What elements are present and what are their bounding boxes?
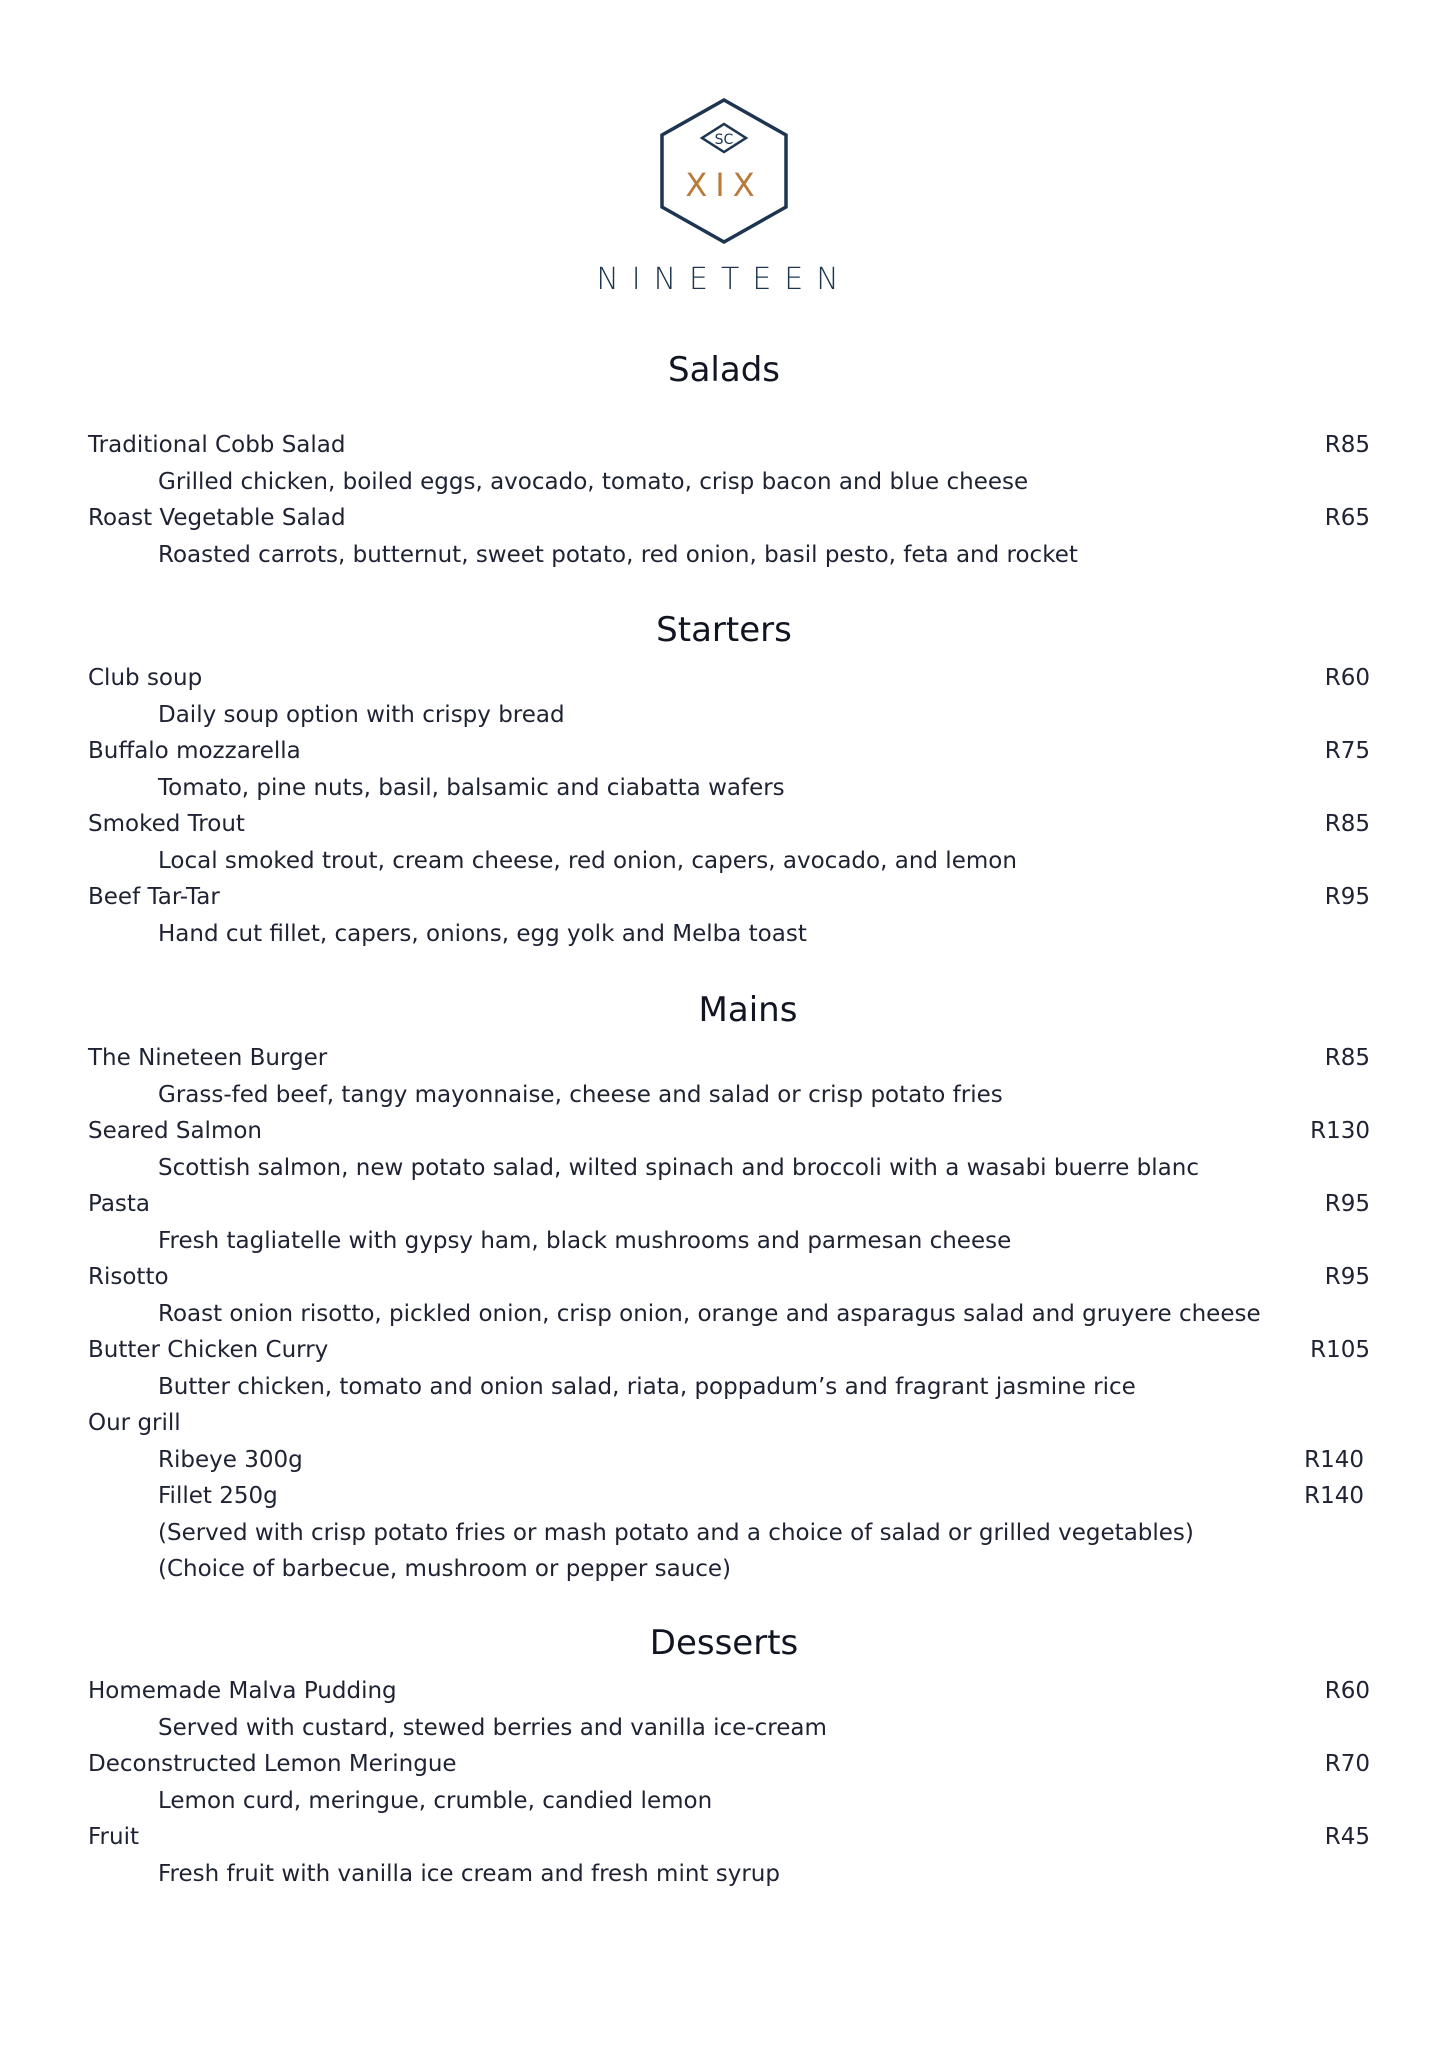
- menu-item: [88, 1040, 1370, 1076]
- menu-item: [88, 1819, 1370, 1855]
- item-description: Served with custard, stewed berries and vanilla ice-cream: [158, 1715, 827, 1741]
- menu-item: [88, 1673, 1370, 1709]
- item-price: R65: [1324, 505, 1370, 531]
- menu-item: [88, 1259, 1370, 1295]
- item-price: R85: [1324, 811, 1370, 837]
- item-price: R85: [1324, 432, 1370, 458]
- menu-item: [88, 1113, 1370, 1149]
- grill-option-name: Fillet 250g: [158, 1483, 278, 1509]
- item-description: Grass-fed beef, tangy mayonnaise, cheese and salad or crisp potato fries: [158, 1082, 1003, 1108]
- item-description: Roast onion risotto, pickled onion, crisp onion, orange and asparagus salad and gruyere cheese: [158, 1301, 1261, 1327]
- item-name: Pasta: [88, 1191, 151, 1217]
- item-price: R45: [1324, 1824, 1370, 1850]
- grill-option-price: R140: [1304, 1483, 1364, 1509]
- logo-numeral: XIX: [685, 166, 763, 204]
- item-price: R85: [1324, 1045, 1370, 1071]
- item-price: R60: [1324, 1678, 1370, 1704]
- logo: [0, 96, 1448, 246]
- section-heading-starters: Starters: [656, 610, 792, 650]
- item-name: Seared Salmon: [88, 1118, 262, 1144]
- item-description: Tomato, pine nuts, basil, balsamic and ciabatta wafers: [158, 775, 785, 801]
- logo-monogram: SC: [714, 132, 734, 148]
- item-price: R95: [1324, 884, 1370, 910]
- item-price: R130: [1310, 1118, 1370, 1144]
- item-description: Butter chicken, tomato and onion salad, riata, poppadum’s and fragrant jasmine rice: [158, 1374, 1136, 1400]
- item-name: Traditional Cobb Salad: [88, 432, 346, 458]
- menu-item: [88, 1746, 1370, 1782]
- section-heading-salads: Salads: [668, 350, 780, 390]
- grill-note: (Choice of barbecue, mushroom or pepper sauce): [158, 1556, 732, 1582]
- item-description: Local smoked trout, cream cheese, red onion, capers, avocado, and lemon: [158, 848, 1017, 874]
- hexagon-logo-icon: [654, 96, 794, 246]
- item-name: Club soup: [88, 665, 203, 691]
- item-name: Deconstructed Lemon Meringue: [88, 1751, 457, 1777]
- item-name: Roast Vegetable Salad: [88, 505, 346, 531]
- item-description: Scottish salmon, new potato salad, wilted spinach and broccoli with a wasabi buerre blanc: [158, 1155, 1199, 1181]
- menu-item-grill: [88, 1405, 1370, 1441]
- grill-note: (Served with crisp potato fries or mash potato and a choice of salad or grilled vegetables): [158, 1520, 1194, 1546]
- item-name: Homemade Malva Pudding: [88, 1678, 397, 1704]
- item-name: The Nineteen Burger: [88, 1045, 328, 1071]
- menu-item: [88, 500, 1370, 536]
- item-description: Roasted carrots, butternut, sweet potato, red onion, basil pesto, feta and rocket: [158, 542, 1078, 568]
- item-price: R70: [1324, 1751, 1370, 1777]
- item-description: Grilled chicken, boiled eggs, avocado, tomato, crisp bacon and blue cheese: [158, 469, 1029, 495]
- item-price: R105: [1310, 1337, 1370, 1363]
- menu-item: [88, 427, 1370, 463]
- grill-option-price: R140: [1304, 1447, 1364, 1473]
- item-price: R95: [1324, 1264, 1370, 1290]
- item-price: R60: [1324, 665, 1370, 691]
- item-name: Smoked Trout: [88, 811, 245, 837]
- section-heading-mains: Mains: [698, 990, 798, 1030]
- menu-item: [88, 879, 1370, 915]
- menu-item: [88, 1332, 1370, 1368]
- item-price: R75: [1324, 738, 1370, 764]
- grill-option-name: Ribeye 300g: [158, 1447, 303, 1473]
- menu-item: [88, 806, 1370, 842]
- item-description: Lemon curd, meringue, crumble, candied lemon: [158, 1788, 713, 1814]
- item-description: Fresh tagliatelle with gypsy ham, black mushrooms and parmesan cheese: [158, 1228, 1012, 1254]
- menu-item: [88, 733, 1370, 769]
- brand-name: NINETEEN: [596, 262, 852, 297]
- item-name: Beef Tar-Tar: [88, 884, 220, 910]
- item-description: Fresh fruit with vanilla ice cream and fresh mint syrup: [158, 1861, 780, 1887]
- item-name: Our grill: [88, 1410, 181, 1436]
- item-name: Buffalo mozzarella: [88, 738, 301, 764]
- item-name: Butter Chicken Curry: [88, 1337, 329, 1363]
- item-description: Hand cut fillet, capers, onions, egg yolk and Melba toast: [158, 921, 807, 947]
- section-heading-desserts: Desserts: [649, 1623, 799, 1663]
- item-name: Fruit: [88, 1824, 139, 1850]
- grill-option: [88, 1478, 1370, 1514]
- grill-option: [88, 1442, 1370, 1478]
- item-price: R95: [1324, 1191, 1370, 1217]
- menu-item: [88, 1186, 1370, 1222]
- menu-item: [88, 660, 1370, 696]
- item-name: Risotto: [88, 1264, 169, 1290]
- item-description: Daily soup option with crispy bread: [158, 702, 565, 728]
